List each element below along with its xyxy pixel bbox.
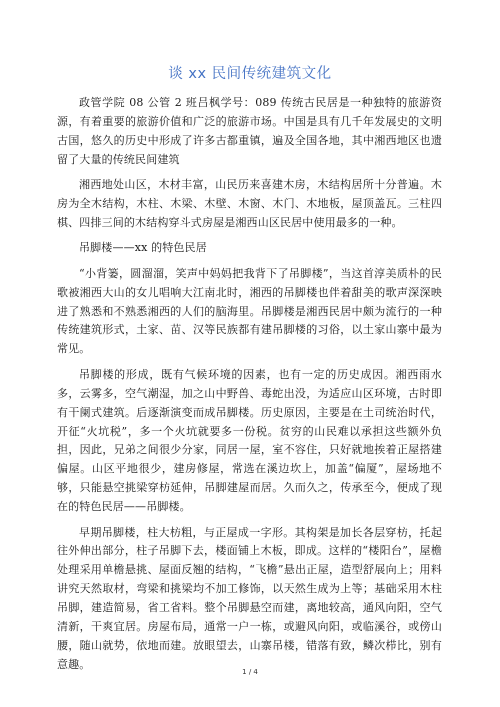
section-heading-diaojiaolou: 吊脚楼——xx 的特色民居 bbox=[79, 241, 207, 255]
paragraph-early-structure: 早期吊脚楼，柱大枋粗，与正屋成一字形。其构架是加长各层穿枋，托起往外伸出部分，柱子吊脚下去，楼面铺上木板，即成。这样的“楼阳台”，屋檐处理采用单檐悬挑、屋面反翘的结构，“飞檐”悬出正屋，造型舒展向上；用料讲究天然取材，弯梁和挑梁均不加工修饰，以天然生成为上等；基础采用木柱吊脚，建造简易，省工省料。整个吊脚悬空而建，离地较高，通风向阳，空气清新，干爽宜居。房屋布局，通常一户一栋，或避风向阳，或临溪谷，或傍山腰，随山就势，依地而建。放眼望去，山寨吊楼，错落有致，鳞次栉比，别有意趣。 bbox=[57, 525, 442, 671]
page-number: 1 / 4 bbox=[242, 668, 258, 676]
paragraph-folk-song: “小背篓，圆溜溜，笑声中妈妈把我背下了吊脚楼”，当这首淳美质朴的民歌被湘西大山的女儿唱响大江南北时，湘西的吊脚楼也伴着甜美的歌声深深映进了熟悉和不熟悉湘西的人们的脑海里。吊脚楼是湘西民居中颇为流行的一种传统建筑形式，土家、苗、汉等民族都有建吊脚楼的习俗，以土家山寨中最为常见。 bbox=[57, 266, 442, 356]
document-title: 谈 xx 民间传统建筑文化 bbox=[168, 66, 332, 82]
paragraph-wood-houses: 湘西地处山区，木材丰富，山民历来喜建木房，木结构居所十分普遍。木房为全木结构，木柱、木梁、木壁、木窗、木门、木地板，屋顶盖瓦。三柱四棋、四排三间的木结构穿斗式房屋是湘西山区民居中使用最多的一种。 bbox=[57, 178, 442, 229]
paragraph-intro: 政管学院 08 公管 2 班吕枫学号：089 传统古民居是一种独特的旅游资源，有着重要的旅游价值和广泛的旅游市场。中国是具有几千年发展史的文明古国，悠久的历史中形成了许多古都重镇，遍及全国各地，其中湘西地区也遗留了大量的传统民间建筑 bbox=[57, 96, 442, 166]
paragraph-origins: 吊脚楼的形成，既有气候环境的因素，也有一定的历史成因。湘西雨水多，云雾多，空气潮湿，加之山中野兽、毒蛇出没，为适应山区环境，古时即有干阑式建筑。后逐渐演变而成吊脚楼。历史原因，主要是在土司统治时代，开征“火坑税”，多一个火坑就要多一份税。贫穷的山民难以承担这些额外负担，因此，兄弟之间很少分家，同居一屋，室不容住，只好就地挨着正屋搭建偏屋。山区平地很少，建房修屋，常选在溪边坎上，加盖“偏厦”，屋场地不够，只能悬空挑梁穿枋延伸，吊脚建屋而居。久而久之，传承至今，便成了现在的特色民居——吊脚楼。 bbox=[57, 367, 442, 514]
document-body bbox=[57, 94, 442, 675]
